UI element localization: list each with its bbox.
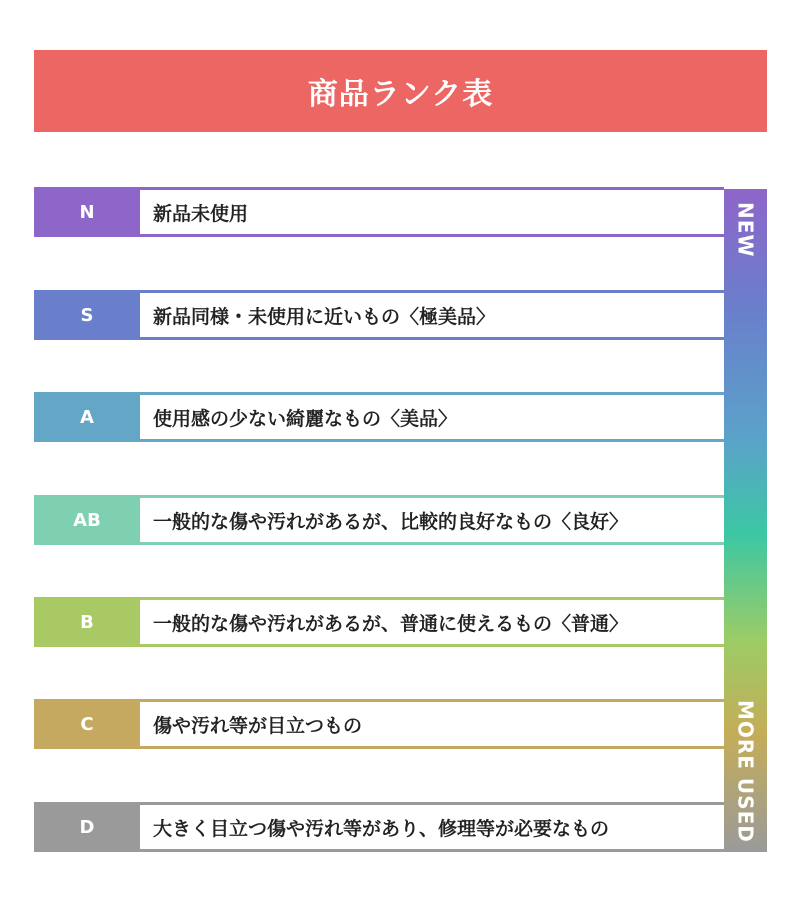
scale-label-more-used: MORE USED <box>733 700 758 843</box>
rank-description: 大きく目立つ傷や汚れ等があり、修理等が必要なもの <box>153 817 610 840</box>
rank-row-s <box>34 290 724 340</box>
rank-code: S <box>34 293 140 337</box>
rank-description: 傷や汚れ等が目立つもの <box>153 714 363 737</box>
rank-row-d <box>34 802 724 852</box>
scale-label-new: NEW <box>733 202 758 258</box>
rank-description: 新品同様・未使用に近いもの〈極美品〉 <box>153 305 496 328</box>
rank-code: N <box>34 190 140 234</box>
rank-row-a <box>34 392 724 442</box>
rank-description: 使用感の少ない綺麗なもの〈美品〉 <box>153 407 458 430</box>
rank-code: C <box>34 702 140 746</box>
rank-row-c <box>34 699 724 749</box>
rank-row-n <box>34 187 724 237</box>
rank-description: 一般的な傷や汚れがあるが、比較的良好なもの〈良好〉 <box>153 510 629 533</box>
page-title: 商品ランク表 <box>34 50 767 132</box>
rank-row-ab <box>34 495 724 545</box>
rank-code: D <box>34 805 140 849</box>
rank-code: AB <box>34 498 140 542</box>
rank-row-b <box>34 597 724 647</box>
rank-code: B <box>34 600 140 644</box>
rank-description: 一般的な傷や汚れがあるが、普通に使えるもの〈普通〉 <box>153 612 629 635</box>
rank-description: 新品未使用 <box>153 202 249 225</box>
rank-code: A <box>34 395 140 439</box>
